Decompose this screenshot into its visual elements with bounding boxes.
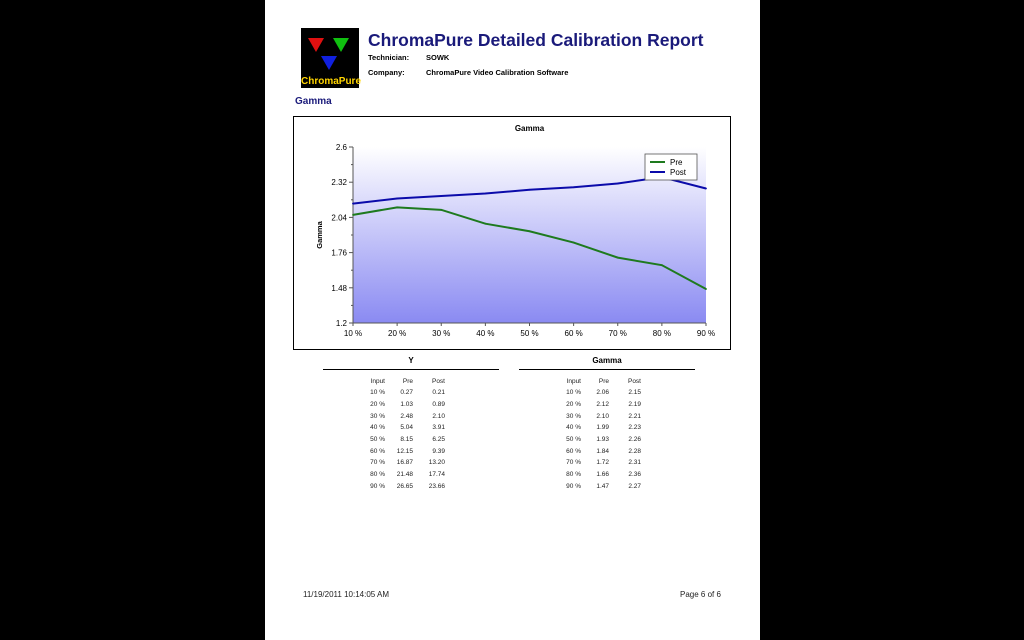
table-cell: 16.87 (396, 459, 413, 467)
data-point-pre (617, 257, 619, 259)
table-cell: 1.66 (596, 471, 609, 479)
y-tick-label: 1.76 (331, 248, 347, 258)
data-point-post (529, 189, 531, 191)
table-cell: 70 % (370, 459, 385, 467)
y-tick-label: 2.04 (331, 213, 347, 223)
table-cell: 21.48 (396, 471, 413, 479)
data-point-pre (352, 214, 354, 216)
table-row (323, 422, 445, 434)
table-cell: 2.12 (596, 401, 609, 409)
table-cell: 40 % (370, 424, 385, 432)
table-cell: 2.36 (628, 471, 641, 479)
table-cell: 40 % (566, 424, 581, 432)
gamma-header-input: Input (566, 377, 581, 385)
table-cell: 70 % (566, 459, 581, 467)
table-cell: 1.03 (400, 401, 413, 409)
table-row (323, 434, 445, 446)
table-cell: 2.19 (628, 401, 641, 409)
gamma-table-grid (519, 375, 641, 492)
y-table-title: Y (323, 356, 499, 370)
data-point-post (617, 183, 619, 185)
table-row (323, 387, 445, 399)
gamma-table-header-row (519, 375, 641, 387)
table-cell: 30 % (566, 412, 581, 420)
table-row (519, 469, 641, 481)
table-row (323, 481, 445, 493)
y-axis-label: Gamma (315, 221, 324, 249)
table-cell: 20 % (370, 401, 385, 409)
table-cell: 0.21 (432, 389, 445, 397)
gamma-chart-svg (294, 117, 730, 349)
table-cell: 60 % (566, 447, 581, 455)
table-cell: 1.47 (596, 482, 609, 490)
rgb-gems-icon (301, 28, 359, 76)
table-cell: 2.28 (628, 447, 641, 455)
data-point-post (396, 198, 398, 200)
y-table-grid (323, 375, 445, 492)
gamma-table (519, 356, 695, 492)
table-cell: 1.84 (596, 447, 609, 455)
table-cell: 2.10 (432, 412, 445, 420)
table-cell: 60 % (370, 447, 385, 455)
table-cell: 2.23 (628, 424, 641, 432)
table-row (323, 457, 445, 469)
x-tick-label: 90 % (696, 329, 716, 338)
table-row (519, 387, 641, 399)
table-cell: 0.27 (400, 389, 413, 397)
table-row (519, 445, 641, 457)
x-tick-label: 60 % (564, 329, 583, 338)
table-cell: 1.72 (596, 459, 609, 467)
y-header-pre: Pre (402, 377, 413, 385)
table-row (519, 481, 641, 493)
legend-label-pre: Pre (670, 158, 683, 167)
y-header-post: Post (431, 377, 445, 385)
data-point-pre (484, 223, 486, 225)
table-row (323, 469, 445, 481)
data-point-post (705, 188, 707, 190)
logo-text: ChromaPure (301, 76, 362, 87)
table-row (519, 434, 641, 446)
table-row (519, 457, 641, 469)
table-cell: 2.27 (628, 482, 641, 490)
y-tick-label: 1.2 (335, 319, 347, 328)
gamma-table-title: Gamma (519, 356, 695, 370)
chart-title: Gamma (514, 124, 545, 133)
table-cell: 2.06 (596, 389, 609, 397)
table-cell: 1.99 (596, 424, 609, 432)
table-row (519, 422, 641, 434)
table-cell: 10 % (370, 389, 385, 397)
table-row (519, 410, 641, 422)
table-row (323, 410, 445, 422)
y-tick-label: 1.48 (331, 283, 347, 293)
footer-page-number: Page 6 of 6 (680, 590, 721, 599)
table-cell: 2.26 (628, 436, 641, 444)
footer-timestamp: 11/19/2011 10:14:05 AM (303, 590, 389, 599)
table-cell: 17.74 (428, 471, 445, 479)
table-cell: 23.66 (428, 482, 445, 490)
company-row (368, 68, 568, 77)
technician-value: SOWK (426, 53, 450, 62)
table-cell: 6.25 (432, 436, 445, 444)
table-cell: 2.10 (596, 412, 609, 420)
table-row (323, 445, 445, 457)
table-cell: 3.91 (432, 424, 445, 432)
table-row (519, 399, 641, 411)
x-tick-label: 80 % (652, 329, 671, 338)
data-point-pre (705, 288, 707, 290)
table-cell: 0.89 (432, 401, 445, 409)
data-point-pre (396, 206, 398, 208)
gamma-header-post: Post (627, 377, 641, 385)
table-cell: 12.15 (396, 447, 413, 455)
table-cell: 10 % (566, 389, 581, 397)
x-tick-label: 70 % (608, 329, 627, 338)
table-cell: 2.48 (400, 412, 413, 420)
x-tick-label: 40 % (476, 329, 495, 338)
report-page (265, 0, 760, 640)
section-heading: Gamma (295, 96, 332, 107)
table-cell: 2.21 (628, 412, 641, 420)
x-tick-label: 50 % (520, 329, 539, 338)
data-point-post (440, 195, 442, 197)
table-cell: 8.15 (400, 436, 413, 444)
data-point-post (573, 186, 575, 188)
gamma-header-pre: Pre (598, 377, 609, 385)
table-cell: 30 % (370, 412, 385, 420)
x-tick-label: 10 % (343, 329, 363, 338)
gamma-chart (293, 116, 731, 350)
data-point-pre (573, 242, 575, 244)
data-point-pre (661, 264, 663, 266)
table-cell: 9.39 (432, 447, 445, 455)
y-table (323, 356, 499, 492)
table-cell: 2.31 (628, 459, 641, 467)
data-point-post (484, 193, 486, 195)
y-header-input: Input (370, 377, 385, 385)
technician-row (368, 53, 449, 62)
table-cell: 80 % (370, 471, 385, 479)
data-point-post (352, 203, 354, 205)
y-table-header-row (323, 375, 445, 387)
x-tick-label: 20 % (388, 329, 407, 338)
technician-label: Technician: (368, 53, 410, 62)
table-cell: 90 % (566, 482, 581, 490)
x-tick-label: 30 % (432, 329, 451, 338)
report-title: ChromaPure Detailed Calibration Report (368, 30, 704, 50)
chromapure-logo (301, 28, 362, 88)
table-cell: 50 % (370, 436, 385, 444)
table-cell: 50 % (566, 436, 581, 444)
table-cell: 90 % (370, 482, 385, 490)
table-cell: 1.93 (596, 436, 609, 444)
table-row (323, 399, 445, 411)
table-cell: 26.65 (396, 482, 413, 490)
data-point-pre (440, 209, 442, 211)
table-cell: 80 % (566, 471, 581, 479)
table-cell: 20 % (566, 401, 581, 409)
data-point-pre (529, 230, 531, 232)
legend-label-post: Post (670, 168, 687, 177)
company-label: Company: (368, 68, 405, 77)
table-cell: 13.20 (428, 459, 445, 467)
y-tick-label: 2.6 (335, 143, 347, 152)
table-cell: 2.15 (628, 389, 641, 397)
y-tick-label: 2.32 (331, 178, 347, 188)
company-value: ChromaPure Video Calibration Software (426, 68, 569, 77)
table-cell: 5.04 (400, 424, 413, 432)
